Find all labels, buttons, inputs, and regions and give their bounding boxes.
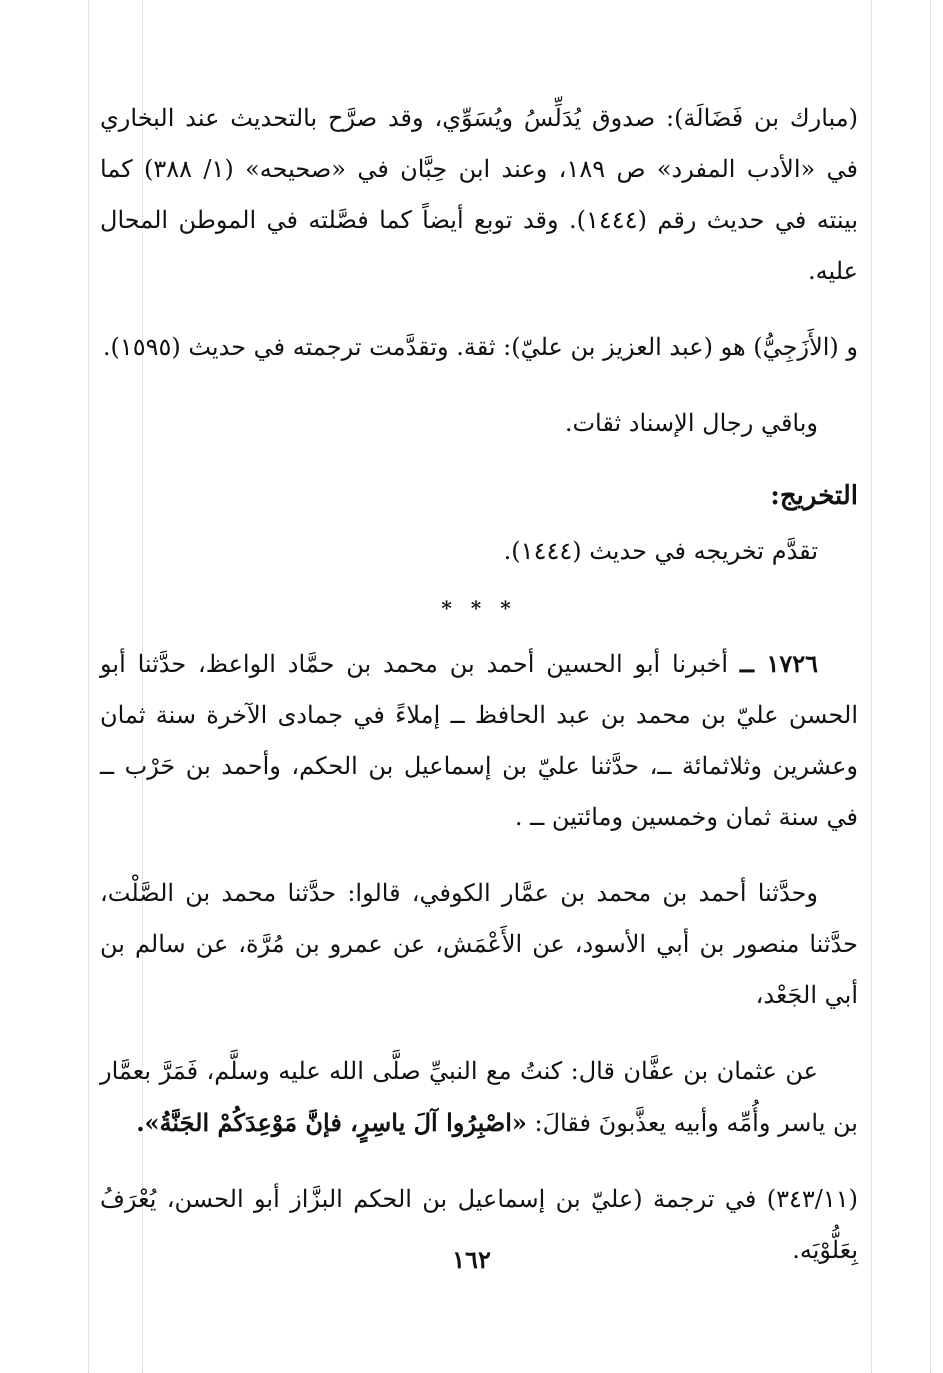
paragraph-remaining-narrators: وباقي رجال الإسناد ثقات. (564, 409, 818, 437)
paragraph-takhrij: تقدَّم تخريجه في حديث (١٤٤٤). (503, 537, 818, 565)
hadith-number: ١٧٢٦ ــ (739, 649, 818, 678)
paragraph-footnote-source: (٣٤٣/١١) في ترجمة (عليّ بن إسماعيل بن الحكم البزَّاز أبو الحسن، يُعْرَفُ بِعَلُّوْيَه. (100, 1185, 858, 1264)
paragraph-mubarak: (مبارك بن فَضَالَة): صدوق يُدَلِّسُ ويُسَوِّي، وقد صرَّح بالتحديث عند البخاري في «الأدب المفرد» ص ١٨٩، وعند ابن حِبَّان في «صحيحه» (١/ ٣٨٨) كما بينته في حديث رقم (١٤٤٤). وقد توبع أيضاً كما فصَّلته في الموطن المحال عليه. (100, 104, 859, 285)
paragraph-hadith-chain (100, 638, 858, 843)
paragraph-hadith-text (100, 1046, 858, 1149)
separator-stars: * * * (441, 596, 517, 620)
page-guide-line (930, 0, 931, 1373)
hadith-quote: «اصْبِرُوا آلَ ياسِرٍ، فإنَّ مَوْعِدَكُمْ الجَنَّةُ». (136, 1108, 527, 1137)
hadith-narration: عن عثمان بن عفَّان قال: كنتُ مع النبيِّ صلَّى الله عليه وسلَّم، فَمَرَّ بعمَّار بن ياسر وأُمِّه وأبيه يعذَّبونَ فقالَ: (100, 1057, 858, 1137)
page-number: ١٦٢ (452, 1245, 491, 1274)
section-heading-takhrij: التخريج: (770, 481, 858, 511)
page-guide-line (871, 0, 872, 1373)
hadith-chain-text: أخبرنا أبو الحسين أحمد بن محمد بن حمَّاد الواعظ، حدَّثنا أبو الحسن عليّ بن محمد بن عبد الحافظ ــ إملاءً في جمادى الآخرة سنة ثمان وعشرين وثلاثمائة ــ، حدَّثنا عليّ بن إسماعيل بن الحكم، وأحمد بن حَرْب ــ في سنة ثمان وخمسين ومائتين ــ . (100, 650, 858, 831)
paragraph-azaji: و (الأَزَجِيُّ) هو (عبد العزيز بن عليّ): ثقة. وتقدَّمت ترجمته في حديث (١٥٩٥). (102, 333, 858, 361)
paragraph-second-chain: وحدَّثنا أحمد بن محمد بن عمَّار الكوفي، قالوا: حدَّثنا محمد بن الصَّلْت، حدَّثنا منصور بن أبي الأسود، عن الأَعْمَش، عن عمرو بن مُرَّة، عن سالم بن أبي الجَعْد، (100, 879, 858, 1009)
page-guide-line (88, 0, 89, 1373)
page-body (100, 93, 858, 1276)
